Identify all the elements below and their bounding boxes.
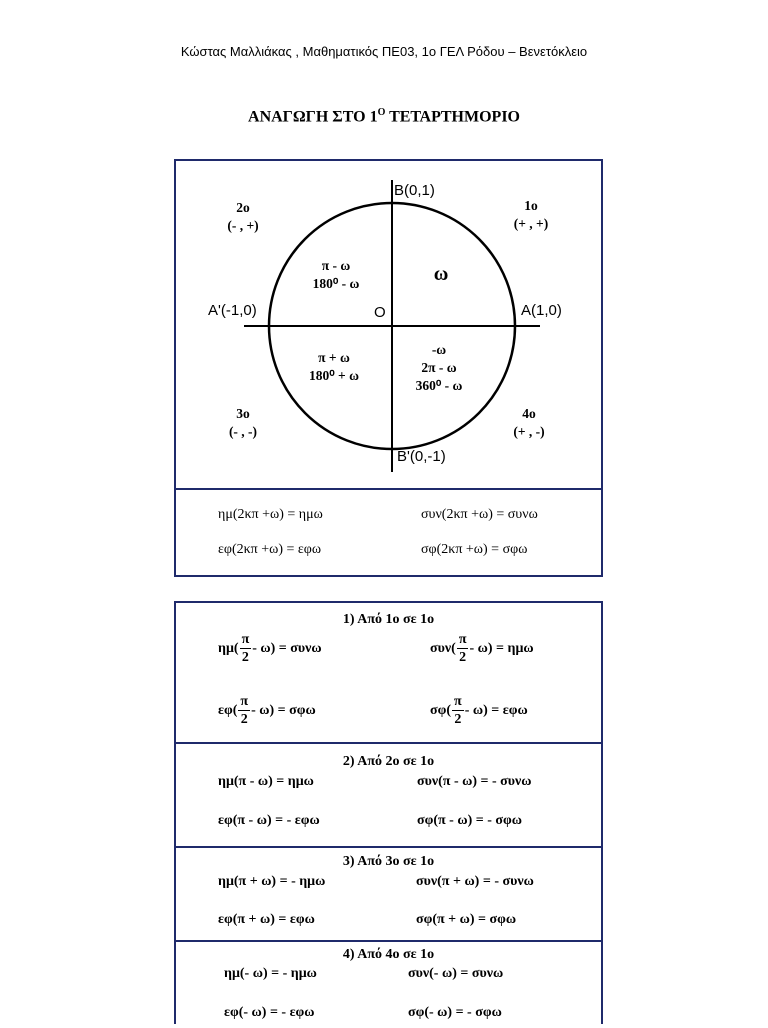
formula-4-cot: σφ(- ω) = - σφω	[408, 1005, 502, 1020]
section-3-title: 3) Από 3ο σε 1ο	[342, 854, 435, 869]
formula-1-tan: εφ( $\frac{\pi}{2}$ - ω) = σφω	[218, 694, 316, 727]
fraction: $\frac{\pi}{2}$	[240, 694, 249, 727]
point-b-label: B(0,1)	[394, 182, 435, 199]
periodic-tan: εφ(2κπ +ω) = εφω	[218, 542, 322, 557]
fraction: $\frac{\pi}{2}$	[454, 694, 462, 727]
formula-2-cos: συν(π - ω) = - συνω	[417, 774, 532, 789]
formula-2-sin: ημ(π - ω) = ημω	[218, 774, 314, 789]
periodic-sin: ημ(2κπ +ω) = ημω	[218, 507, 323, 522]
formula-4-cos: συν(- ω) = συνω	[408, 966, 504, 981]
fraction: $\frac{\pi}{2}$	[458, 632, 467, 665]
quadrant-4-label: 4ο (+ , -)	[513, 406, 545, 439]
point-a-label: A(1,0)	[521, 302, 562, 319]
title-superscript: Ο	[377, 107, 386, 118]
reduction-formulas-box	[174, 601, 603, 1024]
section-1-title: 1) Από 1ο σε 1ο	[342, 612, 435, 627]
box-divider	[176, 488, 601, 490]
formula-1-cos: συν( $\frac{\pi}{2}$ - ω) = ημω	[430, 632, 534, 665]
formula-1-sin: ημ( $\frac{\pi}{2}$ - ω) = συνω	[218, 632, 322, 665]
section-4-title: 4) Από 4ο σε 1ο	[342, 947, 435, 962]
quadrant-3-label: 3ο (- , -)	[228, 406, 258, 439]
origin-label: O	[374, 304, 386, 321]
page-title: ΑΝΑΓΩΓΗ ΣΤΟ $1^O$ ΤΕΤΑΡΤΗΜΟΡΙΟ	[248, 107, 520, 126]
formula-2-tan: εφ(π - ω) = - εφω	[218, 813, 320, 828]
formula-4-tan: εφ(- ω) = - εφω	[224, 1005, 315, 1020]
point-b-prime-label: B'(0,-1)	[397, 448, 446, 465]
formula-3-tan: εφ(π + ω) = εφω	[218, 912, 315, 927]
quadrant-4-angles: -ω 2π - ω 360⁰ - ω	[415, 342, 463, 393]
quadrant-1-label: 1ο (+ , +)	[513, 198, 549, 231]
quadrant-2-label: 2ο (- , +)	[227, 200, 259, 233]
formula-1-cot: σφ( $\frac{\pi}{2}$ - ω) = εφω	[430, 694, 528, 727]
periodic-cot: σφ(2κπ +ω) = σφω	[421, 542, 528, 557]
page-header: Κώστας Μαλλιάκας , Μαθηματικός ΠΕ03, 1ο ΓΕΛ Ρόδου – Βενετόκλειο	[180, 44, 588, 59]
formula-3-cot: σφ(π + ω) = σφω	[416, 912, 517, 927]
unit-circle-box	[174, 159, 603, 577]
section-4	[176, 940, 601, 1028]
quadrant-3-angles: π + ω 180⁰ + ω	[309, 350, 359, 383]
section-2	[176, 742, 601, 848]
section-3	[176, 846, 601, 942]
formula-3-cos: συν(π + ω) = - συνω	[416, 874, 534, 889]
point-a-prime-label: A'(-1,0)	[208, 302, 257, 319]
formula-3-sin: ημ(π + ω) = - ημω	[218, 874, 326, 889]
section-2-title: 2) Από 2ο σε 1ο	[342, 754, 435, 769]
quadrant-1-angle: ω	[433, 263, 449, 285]
formula-2-cot: σφ(π - ω) = - σφω	[417, 813, 522, 828]
quadrant-2-angles: π - ω 180⁰ - ω	[312, 258, 360, 291]
section-1	[176, 603, 601, 742]
formula-4-sin: ημ(- ω) = - ημω	[224, 966, 317, 981]
fraction: $\frac{\pi}{2}$	[241, 632, 250, 665]
periodic-cos: συν(2κπ +ω) = συνω	[421, 507, 538, 522]
